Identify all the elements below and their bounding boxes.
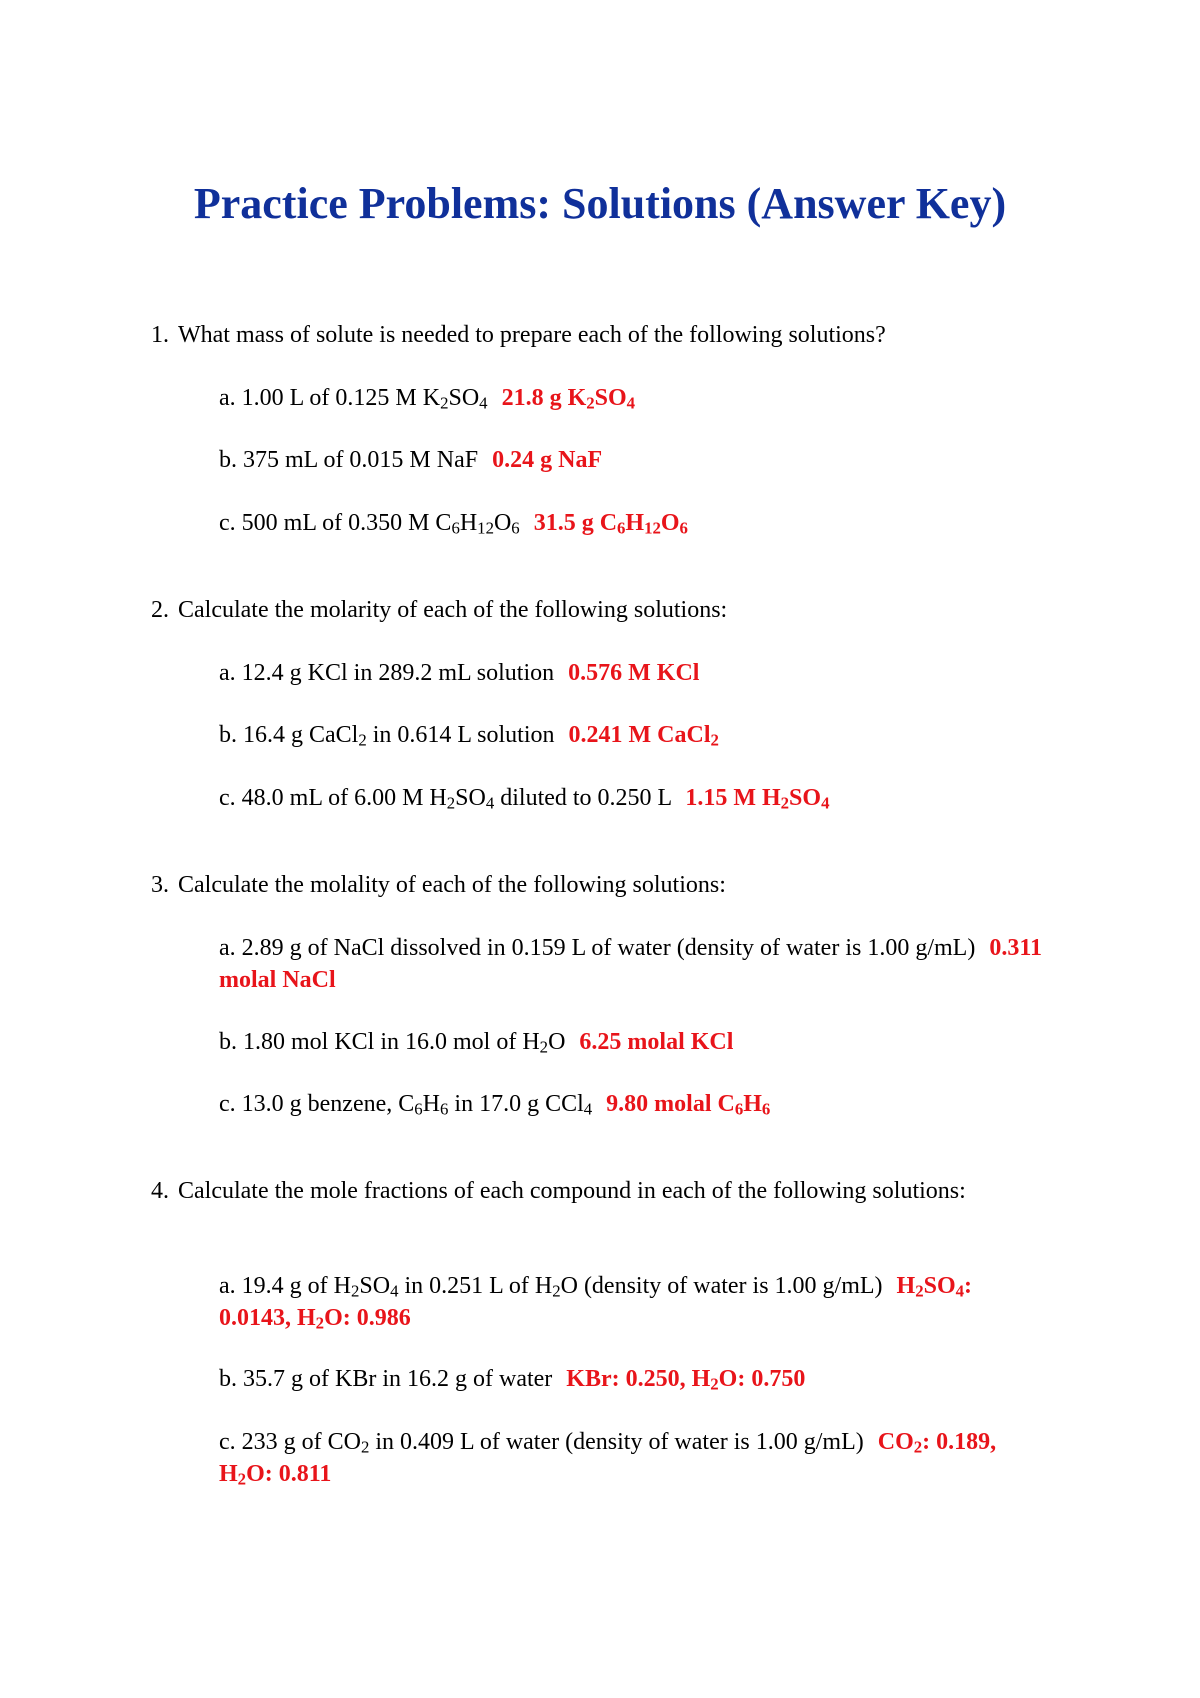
part-answer: 0.576 M KCl	[568, 660, 700, 686]
part-letter: b.	[219, 722, 237, 748]
part-answer: $CO_2$: 0.189, $H_2O$: 0.811	[219, 1429, 997, 1489]
part-prompt: 48.0 mL of 6.00 M $H_2SO_4$ diluted to 0.250 L	[241, 785, 672, 813]
part-prompt: 1.80 mol KCl in 16.0 mol of $H_2O$	[243, 1029, 566, 1057]
question-4-part-c	[219, 1426, 1049, 1490]
question-number: 2.	[151, 597, 169, 623]
part-answer: 0.311 molal NaCl	[219, 935, 1042, 993]
part-answer: 6.25 molal KCl	[579, 1029, 734, 1055]
part-prompt: 375 mL of 0.015 M NaF	[243, 447, 479, 473]
part-prompt: 2.89 g of NaCl dissolved in 0.159 L of water (density of water is 1.00 g/mL)	[241, 935, 976, 961]
part-prompt: 1.00 L of 0.125 M $K_2SO_4$	[241, 385, 488, 413]
part-answer: 31.5 g $C_6H_{12}O_6$	[533, 510, 688, 538]
part-answer: KBr: 0.250, $H_2O$: 0.750	[566, 1366, 806, 1394]
part-letter: b.	[219, 1029, 237, 1055]
part-answer: 9.80 molal $C_6H_6$	[606, 1091, 771, 1119]
question-2	[151, 594, 1048, 626]
part-prompt: 19.4 g of $H_2SO_4$ in 0.251 L of $H_2O$ (density of water is 1.00 g/mL)	[241, 1273, 883, 1301]
question-1	[151, 319, 1048, 351]
part-prompt: 16.4 g CaCl$_2$ in 0.614 L solution	[243, 722, 555, 750]
question-text: Calculate the mole fractions of each compound in each of the following solutions:	[178, 1178, 966, 1204]
question-text: Calculate the molarity of each of the following solutions:	[178, 597, 728, 623]
question-number: 1.	[151, 322, 169, 348]
part-letter: a.	[219, 935, 236, 961]
part-answer: $H_2SO_4$: 0.0143, $H_2O$: 0.986	[219, 1273, 973, 1333]
part-letter: a.	[219, 385, 236, 411]
question-text: What mass of solute is needed to prepare each of the following solutions?	[178, 322, 886, 348]
part-letter: c.	[219, 510, 236, 536]
question-number: 3.	[151, 872, 169, 898]
part-letter: a.	[219, 660, 236, 686]
part-prompt: 35.7 g of KBr in 16.2 g of water	[243, 1366, 553, 1392]
question-1-part-a	[219, 382, 1049, 414]
question-4-part-a	[219, 1270, 1049, 1334]
question-3-part-c	[219, 1088, 1049, 1120]
part-prompt: 12.4 g KCl in 289.2 mL solution	[241, 660, 555, 686]
question-3-part-a	[219, 932, 1049, 996]
question-3	[151, 869, 1048, 901]
question-3-part-b	[219, 1026, 1049, 1058]
part-letter: a.	[219, 1273, 236, 1299]
question-4-part-b	[219, 1363, 1049, 1395]
part-prompt: 233 g of $CO_2$ in 0.409 L of water (density of water is 1.00 g/mL)	[241, 1429, 864, 1457]
part-answer: 21.8 g $K_2SO_4$	[501, 385, 636, 413]
question-1-part-b	[219, 444, 1049, 476]
question-2-part-b	[219, 719, 1049, 751]
part-letter: b.	[219, 1366, 237, 1392]
question-2-part-c	[219, 782, 1049, 814]
question-text: Calculate the molality of each of the following solutions:	[178, 872, 726, 898]
part-prompt: 13.0 g benzene, $C_6H_6$ in 17.0 g CCl$_4$	[241, 1091, 593, 1119]
part-answer: 1.15 M $H_2SO_4$	[685, 785, 830, 813]
question-4	[151, 1175, 1048, 1207]
part-letter: c.	[219, 1429, 236, 1455]
question-2-part-a	[219, 657, 1049, 689]
question-number: 4.	[151, 1178, 169, 1204]
part-answer: 0.24 g NaF	[492, 447, 603, 473]
page-title: Practice Problems: Solutions (Answer Key)	[193, 179, 1007, 228]
part-letter: c.	[219, 785, 236, 811]
part-letter: c.	[219, 1091, 236, 1117]
part-answer: 0.241 M CaCl$_2$	[568, 722, 719, 750]
question-1-part-c	[219, 507, 1049, 539]
part-prompt: 500 mL of 0.350 M $C_6H_{12}O_6$	[241, 510, 520, 538]
part-letter: b.	[219, 447, 237, 473]
